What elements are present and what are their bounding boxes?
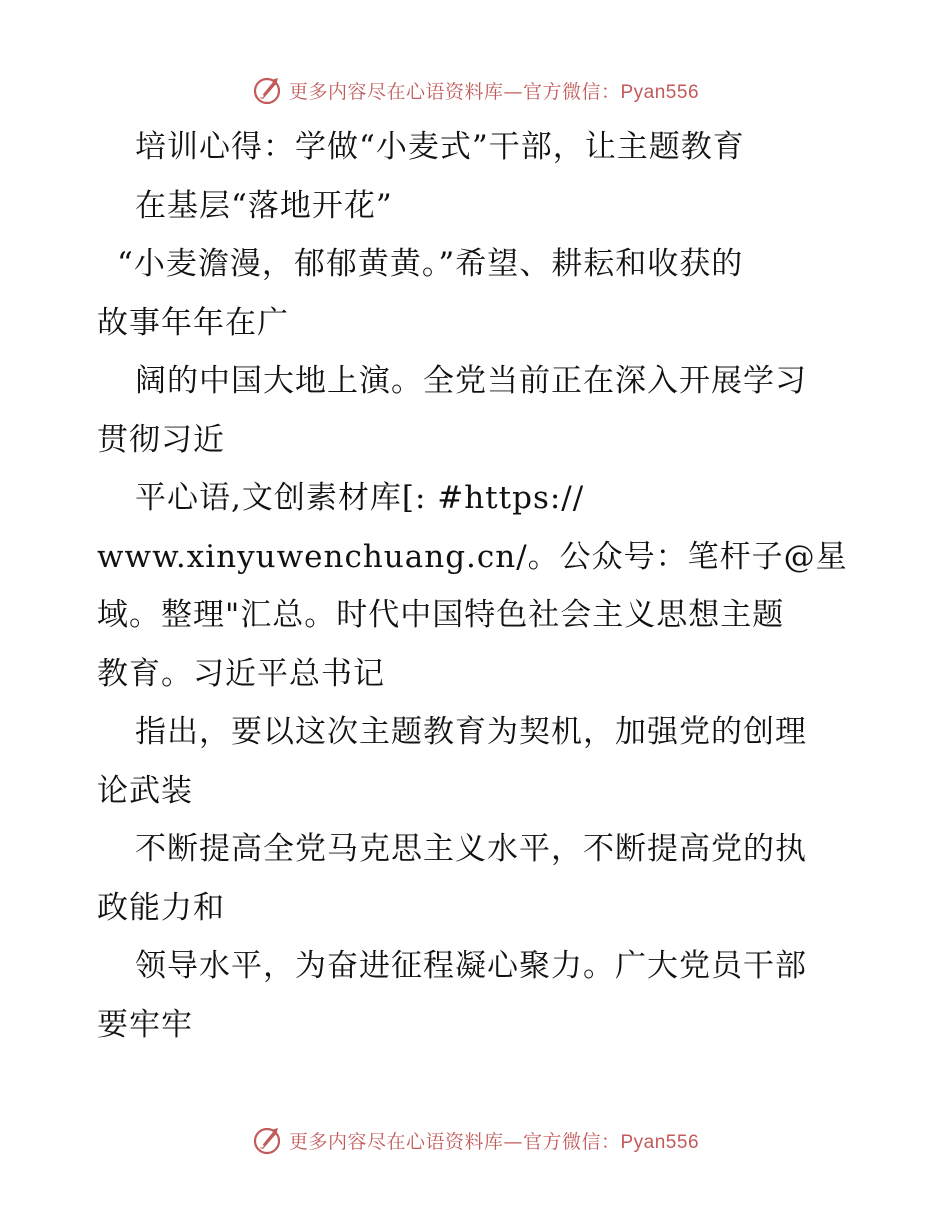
text-line: 域。整理"汇总。时代中国特色社会主义思想主题 bbox=[97, 597, 785, 633]
text-line: www.xinyuwenchuang.cn/。公众号：笔杆子@星 bbox=[97, 538, 848, 575]
document-body bbox=[97, 118, 857, 1054]
text-line: 政能力和 bbox=[97, 889, 225, 926]
text-line: 阔的中国大地上演。全党当前正在深入开展学习 bbox=[135, 363, 807, 399]
text-line: 论武装 bbox=[97, 772, 193, 809]
text-line: 贯彻习近 bbox=[97, 421, 225, 458]
footer-banner bbox=[0, 1120, 950, 1160]
text-line: 指出，要以这次主题教育为契机，加强党的创理 bbox=[135, 714, 807, 750]
text-line: 在基层“落地开花” bbox=[135, 187, 393, 224]
text-line: “小麦澹漫，郁郁黄黄。”希望、耕耘和收获的 bbox=[117, 246, 744, 282]
text-line: 教育。习近平总书记 bbox=[97, 655, 385, 692]
banner-wechat-id: Pyan556 bbox=[620, 1131, 700, 1153]
banner-text-cn: 更多内容尽在心语资料库—官方微信： bbox=[288, 80, 621, 103]
text-line: 故事年年在广 bbox=[97, 304, 289, 341]
text-line: 培训心得：学做“小麦式”干部，让主题教育 bbox=[135, 129, 745, 165]
text-line: 要牢牢 bbox=[97, 1006, 193, 1043]
banner-text bbox=[289, 77, 699, 104]
text-line: 平心语,文创素材库[: #https:// bbox=[135, 480, 585, 516]
banner-text-cn: 更多内容尽在心语资料库—官方微信： bbox=[288, 1130, 621, 1153]
quill-pen-logo-icon bbox=[251, 1124, 283, 1156]
quill-pen-logo-icon bbox=[251, 74, 283, 106]
text-line: 不断提高全党马克思主义水平，不断提高党的执 bbox=[135, 831, 807, 867]
header-banner bbox=[0, 70, 950, 110]
text-line: 领导水平，为奋进征程凝心聚力。广大党员干部 bbox=[135, 948, 807, 984]
banner-text bbox=[289, 1127, 699, 1154]
banner-wechat-id: Pyan556 bbox=[620, 81, 700, 103]
